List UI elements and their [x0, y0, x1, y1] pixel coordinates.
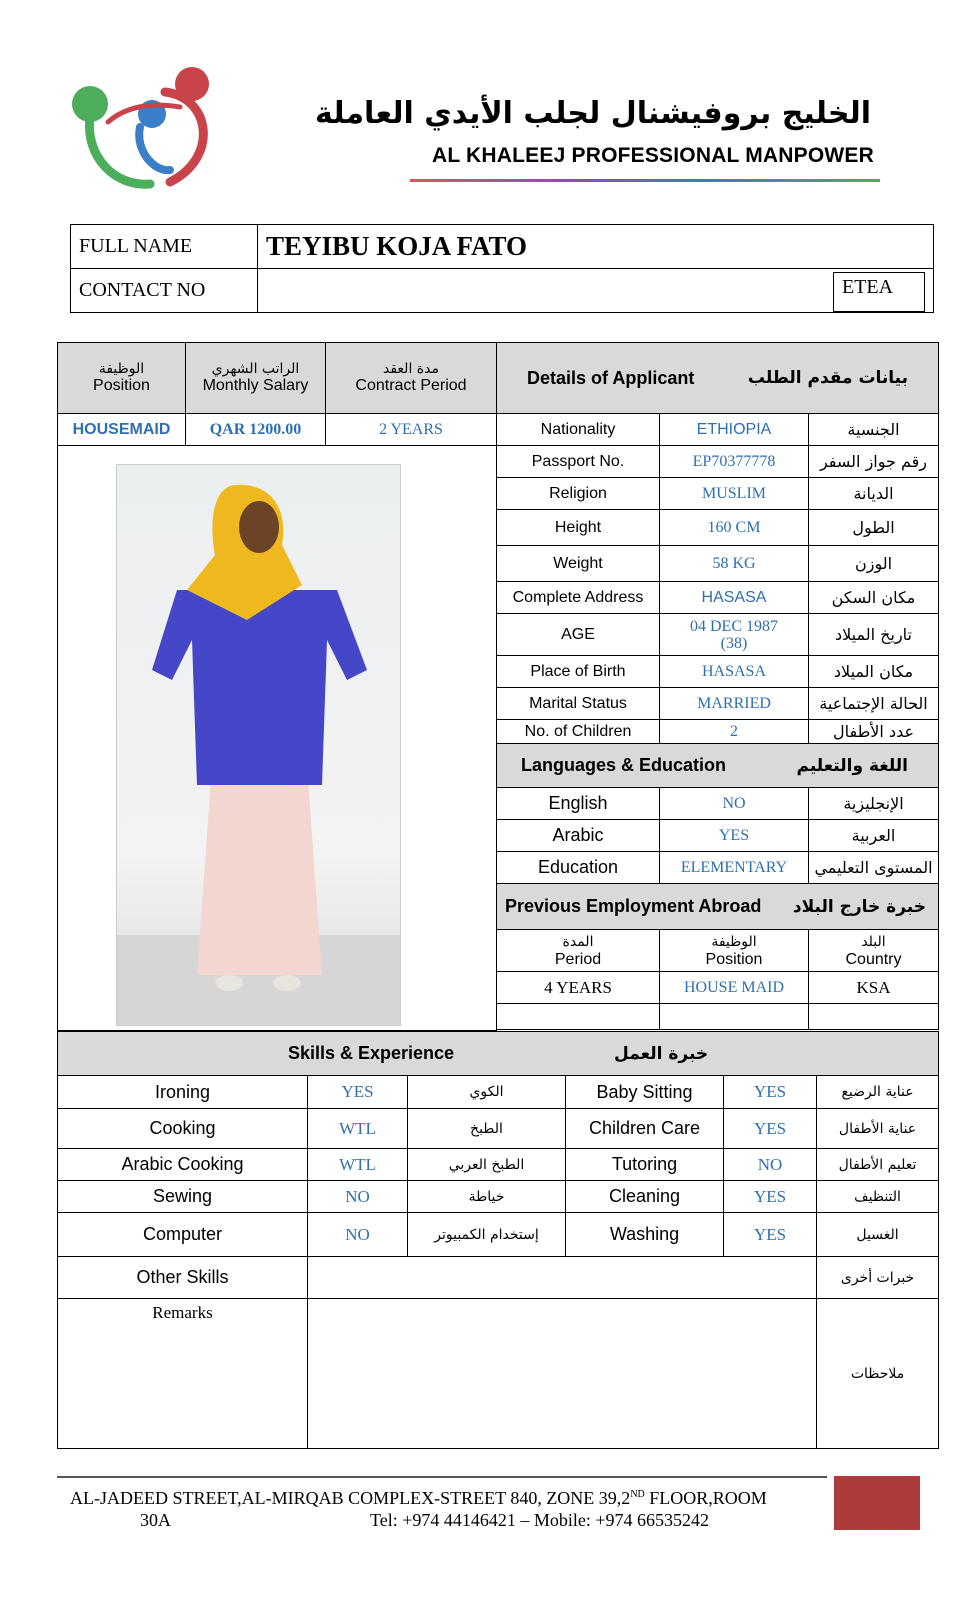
detail-label-ar: الطول	[809, 510, 939, 546]
detail-label-ar: الحالة الإجتماعية	[809, 688, 939, 720]
detail-label: Marital Status	[497, 688, 660, 720]
full-name-value: TEYIBU KOJA FATO	[258, 225, 934, 269]
detail-label: Passport No.	[497, 446, 660, 478]
employment-empty-cell	[660, 1004, 809, 1030]
detail-value: MUSLIM	[660, 478, 809, 510]
brand-name-arabic: الخليج بروفيشنال لجلب الأيدي العاملة	[315, 96, 871, 131]
other-skills-label: Other Skills	[58, 1257, 308, 1299]
skill-value: NO	[308, 1181, 408, 1213]
detail-label-ar: الوزن	[809, 546, 939, 582]
detail-label: Religion	[497, 478, 660, 510]
position-value: HOUSEMAID	[58, 414, 186, 446]
language-value: YES	[660, 820, 809, 852]
other-skills-value	[308, 1257, 817, 1299]
company-logo	[70, 62, 220, 192]
skill-label-ar: الطبخ العربي	[408, 1149, 566, 1181]
detail-label-ar: مكان السكن	[809, 582, 939, 614]
detail-label-ar: الجنسية	[809, 414, 939, 446]
detail-value: 04 DEC 1987 (38)	[660, 614, 809, 656]
employment-country-header: البلد Country	[809, 930, 939, 972]
skill-label: Children Care	[566, 1109, 724, 1149]
skill-label: Sewing	[58, 1181, 308, 1213]
detail-label: No. of Children	[497, 720, 660, 744]
languages-header: Languages & Education اللغة والتعليم	[497, 744, 939, 788]
employment-empty-cell	[809, 1004, 939, 1030]
skill-value: YES	[724, 1181, 817, 1213]
language-value: NO	[660, 788, 809, 820]
skill-label: Tutoring	[566, 1149, 724, 1181]
detail-label-ar: عدد الأطفال	[809, 720, 939, 744]
detail-label: AGE	[497, 614, 660, 656]
skill-label: Ironing	[58, 1076, 308, 1109]
salary-header: الراتب الشهري Monthly Salary	[186, 343, 326, 414]
detail-label: Nationality	[497, 414, 660, 446]
language-label-ar: العربية	[809, 820, 939, 852]
footer-divider	[57, 1476, 827, 1478]
detail-value: 58 KG	[660, 546, 809, 582]
employment-country-value: KSA	[809, 972, 939, 1004]
detail-label-ar: رقم جواز السفر	[809, 446, 939, 478]
contract-period-value: 2 YEARS	[326, 414, 497, 446]
skill-label-ar: التنظيف	[817, 1181, 939, 1213]
skill-label: Computer	[58, 1213, 308, 1257]
detail-label-ar: الديانة	[809, 478, 939, 510]
detail-label: Place of Birth	[497, 656, 660, 688]
detail-value: 160 CM	[660, 510, 809, 546]
details-header: Details of Applicant بيانات مقدم الطلب	[497, 343, 939, 414]
skills-header: Skills & Experience خبرة العمل	[58, 1032, 939, 1076]
person-figure-icon	[117, 465, 400, 1025]
skill-value: WTL	[308, 1109, 408, 1149]
contract-period-header: مدة العقد Contract Period	[326, 343, 497, 414]
position-header: الوظيفة Position	[58, 343, 186, 414]
name-table	[70, 224, 934, 313]
footer-address: AL-JADEED STREET,AL-MIRQAB COMPLEX-STREET 840, ZONE 39,2ND FLOOR,ROOM 30A Tel: +974 44146421 – Mobile: +974 66535242	[70, 1488, 767, 1530]
contact-value-cell	[258, 269, 934, 313]
skill-value: WTL	[308, 1149, 408, 1181]
detail-value: HASASA	[660, 656, 809, 688]
skill-label-ar: الغسيل	[817, 1213, 939, 1257]
skill-label: Cooking	[58, 1109, 308, 1149]
skill-label: Baby Sitting	[566, 1076, 724, 1109]
skills-table	[57, 1031, 939, 1449]
remarks-label-ar: ملاحظات	[817, 1299, 939, 1449]
skill-label: Arabic Cooking	[58, 1149, 308, 1181]
employment-period-value: 4 YEARS	[497, 972, 660, 1004]
detail-label: Complete Address	[497, 582, 660, 614]
agency-code: ETEA	[833, 272, 925, 312]
full-name-label: FULL NAME	[71, 225, 258, 269]
skill-label-ar: إستخدام الكمبيوتر	[408, 1213, 566, 1257]
other-skills-label-ar: خبرات أخرى	[817, 1257, 939, 1299]
footer-accent-block	[834, 1476, 920, 1530]
detail-value: 2	[660, 720, 809, 744]
detail-value: HASASA	[660, 582, 809, 614]
detail-value: EP70377778	[660, 446, 809, 478]
education-label: Education	[497, 852, 660, 884]
employment-period-header: المدة Period	[497, 930, 660, 972]
skill-label-ar: خياطة	[408, 1181, 566, 1213]
language-label: English	[497, 788, 660, 820]
detail-label: Height	[497, 510, 660, 546]
skill-value: YES	[724, 1213, 817, 1257]
brand-underline	[410, 179, 880, 182]
language-label: Arabic	[497, 820, 660, 852]
salary-value: QAR 1200.00	[186, 414, 326, 446]
employment-header: Previous Employment Abroad خبرة خارج البلاد	[497, 884, 939, 930]
employment-position-value: HOUSE MAID	[660, 972, 809, 1004]
detail-label-ar: مكان الميلاد	[809, 656, 939, 688]
skill-label-ar: الطبخ	[408, 1109, 566, 1149]
detail-label-ar: تاريخ الميلاد	[809, 614, 939, 656]
brand-name-english: AL KHALEEJ PROFESSIONAL MANPOWER	[432, 144, 874, 167]
skill-value: NO	[308, 1213, 408, 1257]
skill-value: YES	[724, 1076, 817, 1109]
remarks-value	[308, 1299, 817, 1449]
skill-value: NO	[724, 1149, 817, 1181]
skill-value: YES	[308, 1076, 408, 1109]
skill-label-ar: تعليم الأطفال	[817, 1149, 939, 1181]
skill-value: YES	[724, 1109, 817, 1149]
detail-value: MARRIED	[660, 688, 809, 720]
detail-value: ETHIOPIA	[660, 414, 809, 446]
skill-label: Cleaning	[566, 1181, 724, 1213]
employment-empty-cell	[497, 1004, 660, 1030]
detail-label: Weight	[497, 546, 660, 582]
footer-room: 30A	[140, 1510, 171, 1530]
employment-position-header: الوظيفة Position	[660, 930, 809, 972]
applicant-photo	[116, 464, 401, 1026]
skill-label-ar: عناية الرضيع	[817, 1076, 939, 1109]
education-label-ar: المستوى التعليمي	[809, 852, 939, 884]
skill-label-ar: الكوي	[408, 1076, 566, 1109]
remarks-label: Remarks	[58, 1299, 308, 1449]
skill-label: Washing	[566, 1213, 724, 1257]
footer-contact: Tel: +974 44146421 – Mobile: +974 66535242	[370, 1510, 710, 1530]
skill-label-ar: عناية الأطفال	[817, 1109, 939, 1149]
language-label-ar: الإنجليزية	[809, 788, 939, 820]
education-value: ELEMENTARY	[660, 852, 809, 884]
contact-label: CONTACT NO	[71, 269, 258, 313]
